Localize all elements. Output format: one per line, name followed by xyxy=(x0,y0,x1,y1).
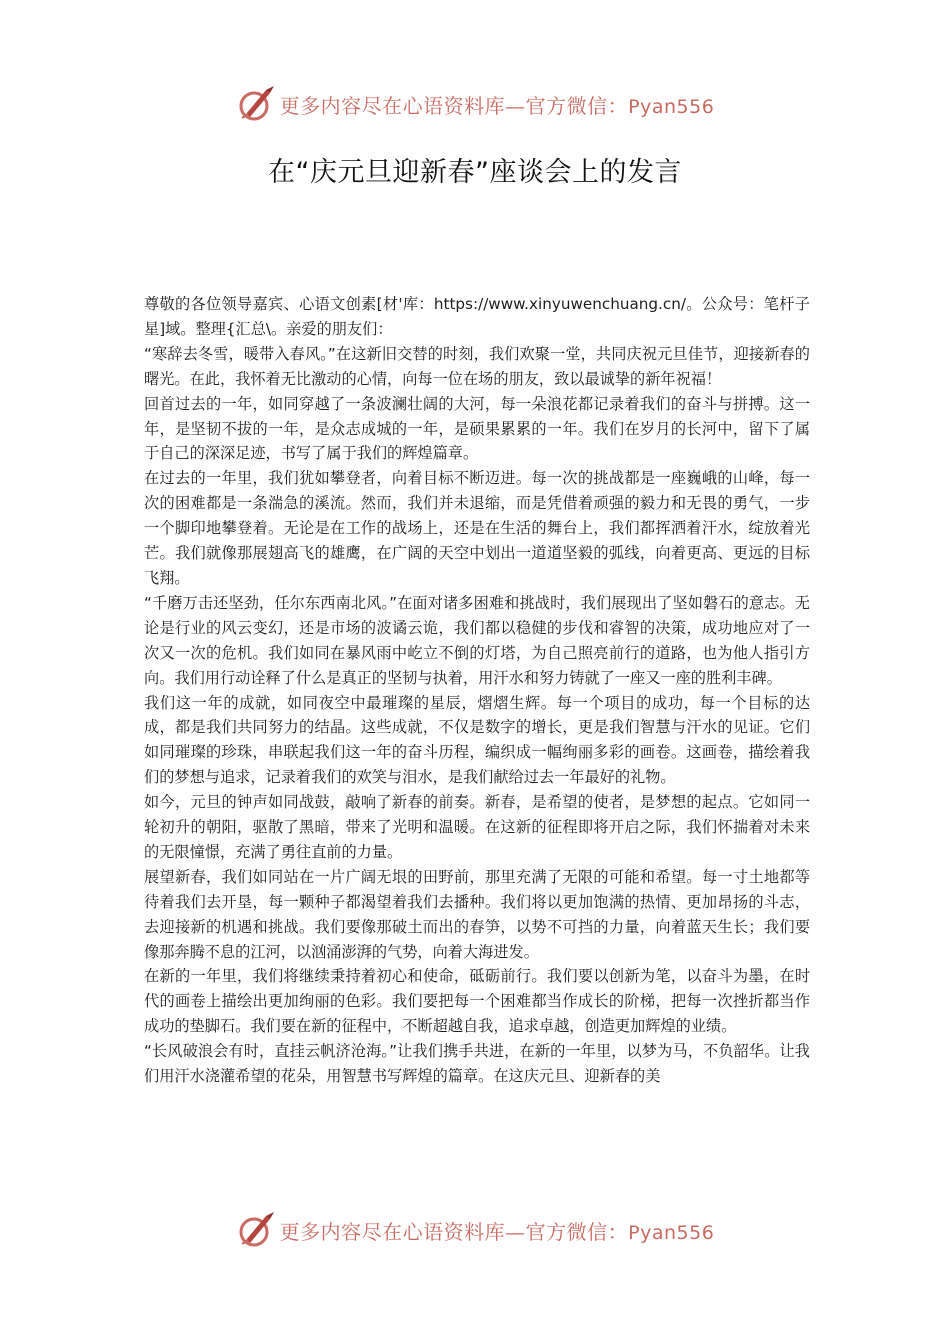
wechat-id: Pyan556 xyxy=(628,95,715,118)
paragraph: 在新的一年里，我们将继续秉持着初心和使命，砥砺前行。我们要以创新为笔，以奋斗为墨，在时代的画卷上描绘出更加绚丽的色彩。我们要把每一个困难都当作成长的阶梯，把每一次挫折都当作成功的垫脚石。我们要在新的征程中，不断超越自我，追求卓越，创造更加辉煌的业绩。 xyxy=(144,967,810,1036)
wechat-id: Pyan556 xyxy=(628,1221,715,1244)
header-watermark-banner xyxy=(0,82,950,126)
paragraph: “千磨万击还坚劲，任尔东西南北风。”在面对诸多困难和挑战时，我们展现出了坚如磐石的意志。无论是行业的风云变幻，还是市场的波谲云诡，我们都以稳健的步伐和睿智的决策，成功地应对了一次又一次的危机。我们如同在暴风雨中屹立不倒的灯塔，为自己照亮前行的道路，也为他人指引方向。我们用行动诠释了什么是真正的坚韧与执着，用汗水和努力铸就了一座又一座的胜利丰碑。 xyxy=(144,593,810,687)
watermark-text: 更多内容尽在心语资料库—官方微信：Pyan556 xyxy=(279,1219,715,1244)
footer-watermark-banner xyxy=(0,1208,950,1252)
paragraph: 我们这一年的成就，如同夜空中最璀璨的星辰，熠熠生辉。每一个项目的成功，每一个目标的达成，都是我们共同努力的结晶。这些成就，不仅是数字的增长，更是我们智慧与汗水的见证。它们如同璀璨的珍珠，串联起我们这一年的奋斗历程，编织成一幅绚丽多彩的画卷。这画卷，描绘着我们的梦想与追求，记录着我们的欢笑与泪水，是我们献给过去一年最好的礼物。 xyxy=(144,693,810,787)
quill-pen-logo-icon xyxy=(236,84,276,124)
page-title: 在“庆元旦迎新春”座谈会上的发言 xyxy=(268,157,682,188)
paragraph: “长风破浪会有时，直挂云帆济沧海。”让我们携手共进，在新的一年里，以梦为马，不负韶华。让我们用汗水浇灌希望的花朵，用智慧书写辉煌的篇章。在这庆元旦、迎新春的美 xyxy=(144,1042,810,1086)
quill-pen-logo-icon xyxy=(236,1210,276,1250)
document-body xyxy=(144,292,810,1089)
watermark-text: 更多内容尽在心语资料库—官方微信：Pyan556 xyxy=(279,93,715,118)
paragraph: 如今，元旦的钟声如同战鼓，敲响了新春的前奏。新春，是希望的使者，是梦想的起点。它如同一轮初升的朝阳，驱散了黑暗，带来了光明和温暖。在这新的征程即将开启之际，我们怀揣着对未来的无限憧憬，充满了勇往直前的力量。 xyxy=(144,793,810,861)
paragraph: “寒辞去冬雪，暖带入春风。”在这新旧交替的时刻，我们欢聚一堂，共同庆祝元旦佳节，迎接新春的曙光。在此，我怀着无比激动的心情，向每一位在场的朋友，致以最诚挚的新年祝福！ xyxy=(144,344,810,388)
paragraph-salutation: 尊敬的各位领导嘉宾、心语文创素[材'库：https://www.xinyuwenchuang.cn/。公众号：笔杆子星]域。整理{汇总\。亲爱的朋友们： xyxy=(144,295,810,338)
paragraph: 回首过去的一年，如同穿越了一条波澜壮阔的大河，每一朵浪花都记录着我们的奋斗与拼搏。这一年，是坚韧不拔的一年，是众志成城的一年，是硕果累累的一年。我们在岁月的长河中，留下了属于自己的深深足迹，书写了属于我们的辉煌篇章。 xyxy=(144,394,810,463)
paragraph: 在过去的一年里，我们犹如攀登者，向着目标不断迈进。每一次的挑战都是一座巍峨的山峰，每一次的困难都是一条湍急的溪流。然而，我们并未退缩，而是凭借着顽强的毅力和无畏的勇气，一步一个脚印地攀登着。无论是在工作的战场上，还是在生活的舞台上，我们都挥洒着汗水，绽放着光芒。我们就像那展翅高飞的雄鹰，在广阔的天空中划出一道道坚毅的弧线，向着更高、更远的目标飞翔。 xyxy=(144,469,810,587)
paragraph: 展望新春，我们如同站在一片广阔无垠的田野前，那里充满了无限的可能和希望。每一寸土地都等待着我们去开垦，每一颗种子都渴望着我们去播种。我们将以更加饱满的热情、更加昂扬的斗志，去迎接新的机遇和挑战。我们要像那破土而出的春笋，以势不可挡的力量，向着蓝天生长；我们要像那奔腾不息的江河，以汹涌澎湃的气势，向着大海进发。 xyxy=(144,867,810,961)
